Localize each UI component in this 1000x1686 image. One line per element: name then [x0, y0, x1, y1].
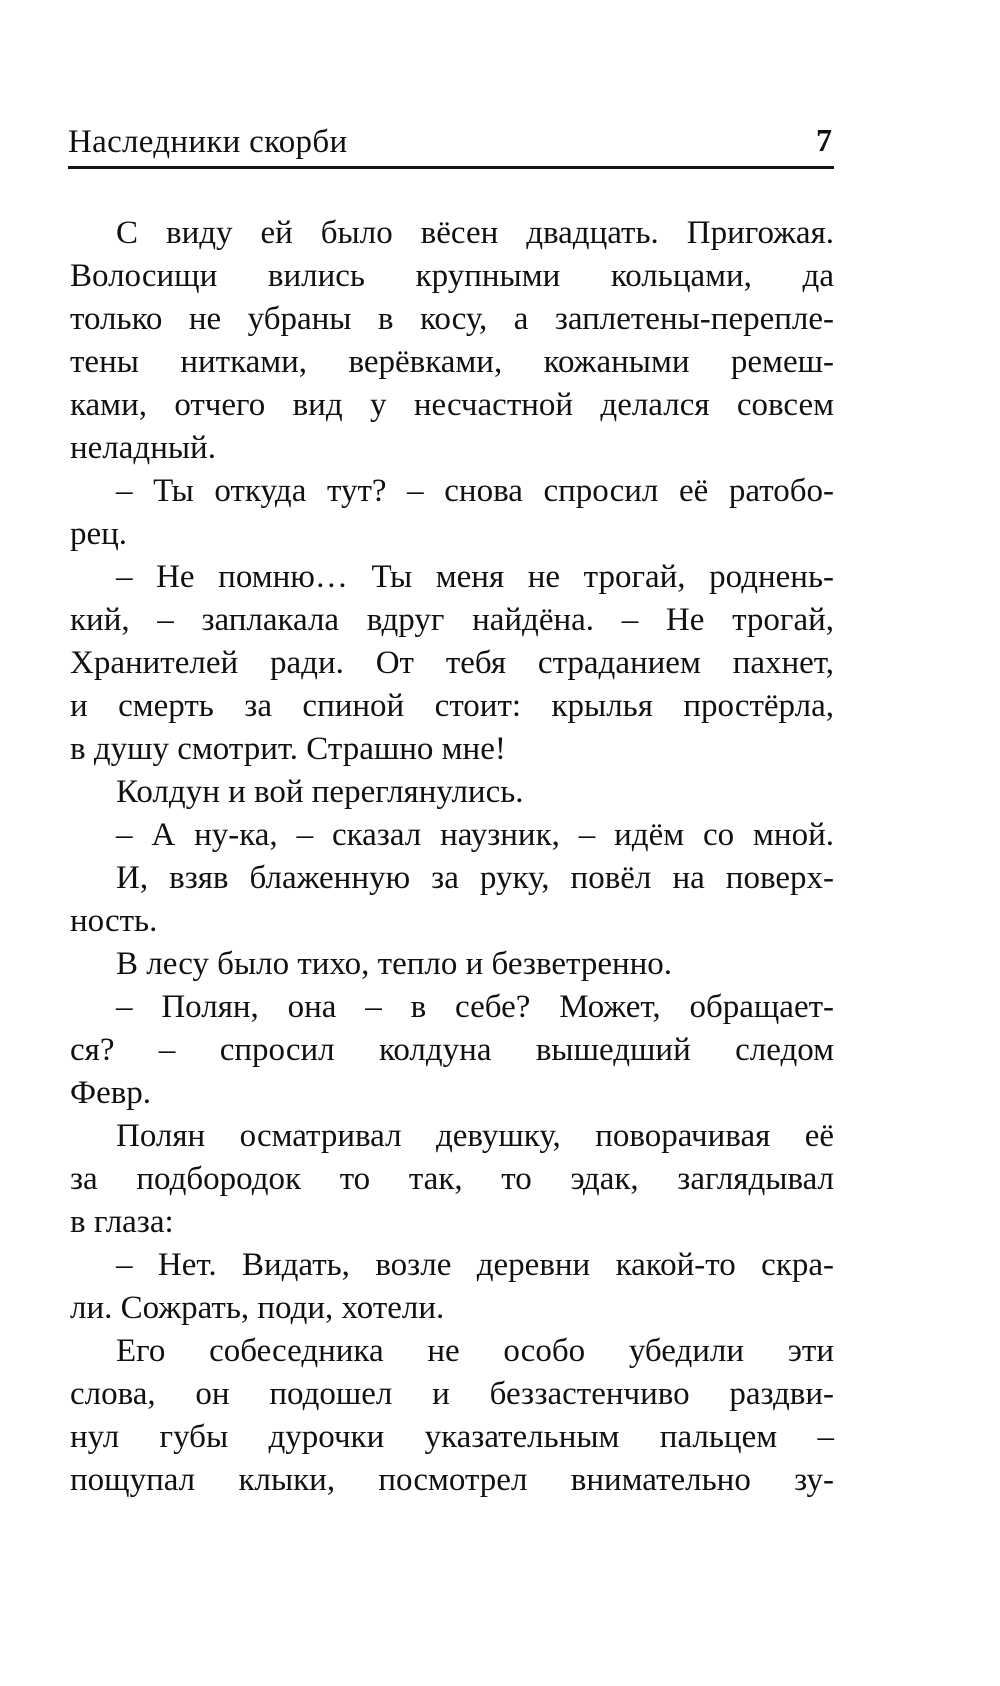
text-line: кий, – заплакала вдруг найдёна. – Не трогай, — [70, 602, 834, 638]
text-line: И, взяв блаженную за руку, повёл на поверх- — [116, 860, 834, 896]
text-line: только не убраны в косу, а заплетены-перепле- — [70, 301, 834, 337]
text-line: неладный. — [70, 430, 216, 466]
text-line: – Ты откуда тут? – снова спросил её ратобо- — [116, 473, 834, 509]
text-line: – Не помню… Ты меня не трогай, роднень- — [116, 559, 834, 595]
text-line: Колдун и вой переглянулись. — [116, 774, 524, 810]
text-line: ность. — [70, 903, 158, 939]
body-text — [70, 212, 834, 1502]
text-line: ли. Сожрать, поди, хотели. — [70, 1290, 445, 1326]
text-line: – А ну-ка, – сказал наузник, – идём со мной. — [116, 817, 834, 853]
text-line: нул губы дурочки указательным пальцем – — [70, 1419, 834, 1455]
text-line: рец. — [70, 516, 128, 552]
text-line: в душу смотрит. Страшно мне! — [70, 731, 506, 767]
text-line: тены нитками, верёвками, кожаными ремеш- — [70, 344, 834, 380]
text-line: в глаза: — [70, 1204, 174, 1240]
running-header — [68, 120, 834, 168]
text-line: ками, отчего вид у несчастной делался совсем — [70, 387, 834, 423]
text-line: В лесу было тихо, тепло и безветренно. — [116, 946, 673, 982]
text-line: Волосищи вились крупными кольцами, да — [70, 258, 834, 294]
text-line: Его собеседника не особо убедили эти — [116, 1333, 834, 1369]
text-line: слова, он подошел и беззастенчиво раздви- — [70, 1376, 834, 1412]
running-header-title: Наследники скорби — [68, 124, 348, 160]
text-line: С виду ей было вёсен двадцать. Пригожая. — [116, 215, 834, 251]
text-line: – Нет. Видать, возле деревни какой-то скра- — [116, 1247, 834, 1283]
text-line: за подбородок то так, то эдак, заглядывал — [70, 1161, 834, 1197]
page-number: 7 — [816, 122, 832, 158]
header-rule — [68, 166, 834, 169]
text-line: Полян осматривал девушку, поворачивая её — [116, 1118, 834, 1154]
text-line: пощупал клыки, посмотрел внимательно зу- — [70, 1462, 834, 1498]
text-line: ся? – спросил колдуна вышедший следом — [70, 1032, 834, 1068]
text-line: и смерть за спиной стоит: крылья простёрла, — [70, 688, 834, 724]
text-line: – Полян, она – в себе? Может, обращает- — [116, 989, 834, 1025]
text-line: Хранителей ради. От тебя страданием пахнет, — [70, 645, 834, 681]
text-line: Февр. — [70, 1075, 152, 1111]
